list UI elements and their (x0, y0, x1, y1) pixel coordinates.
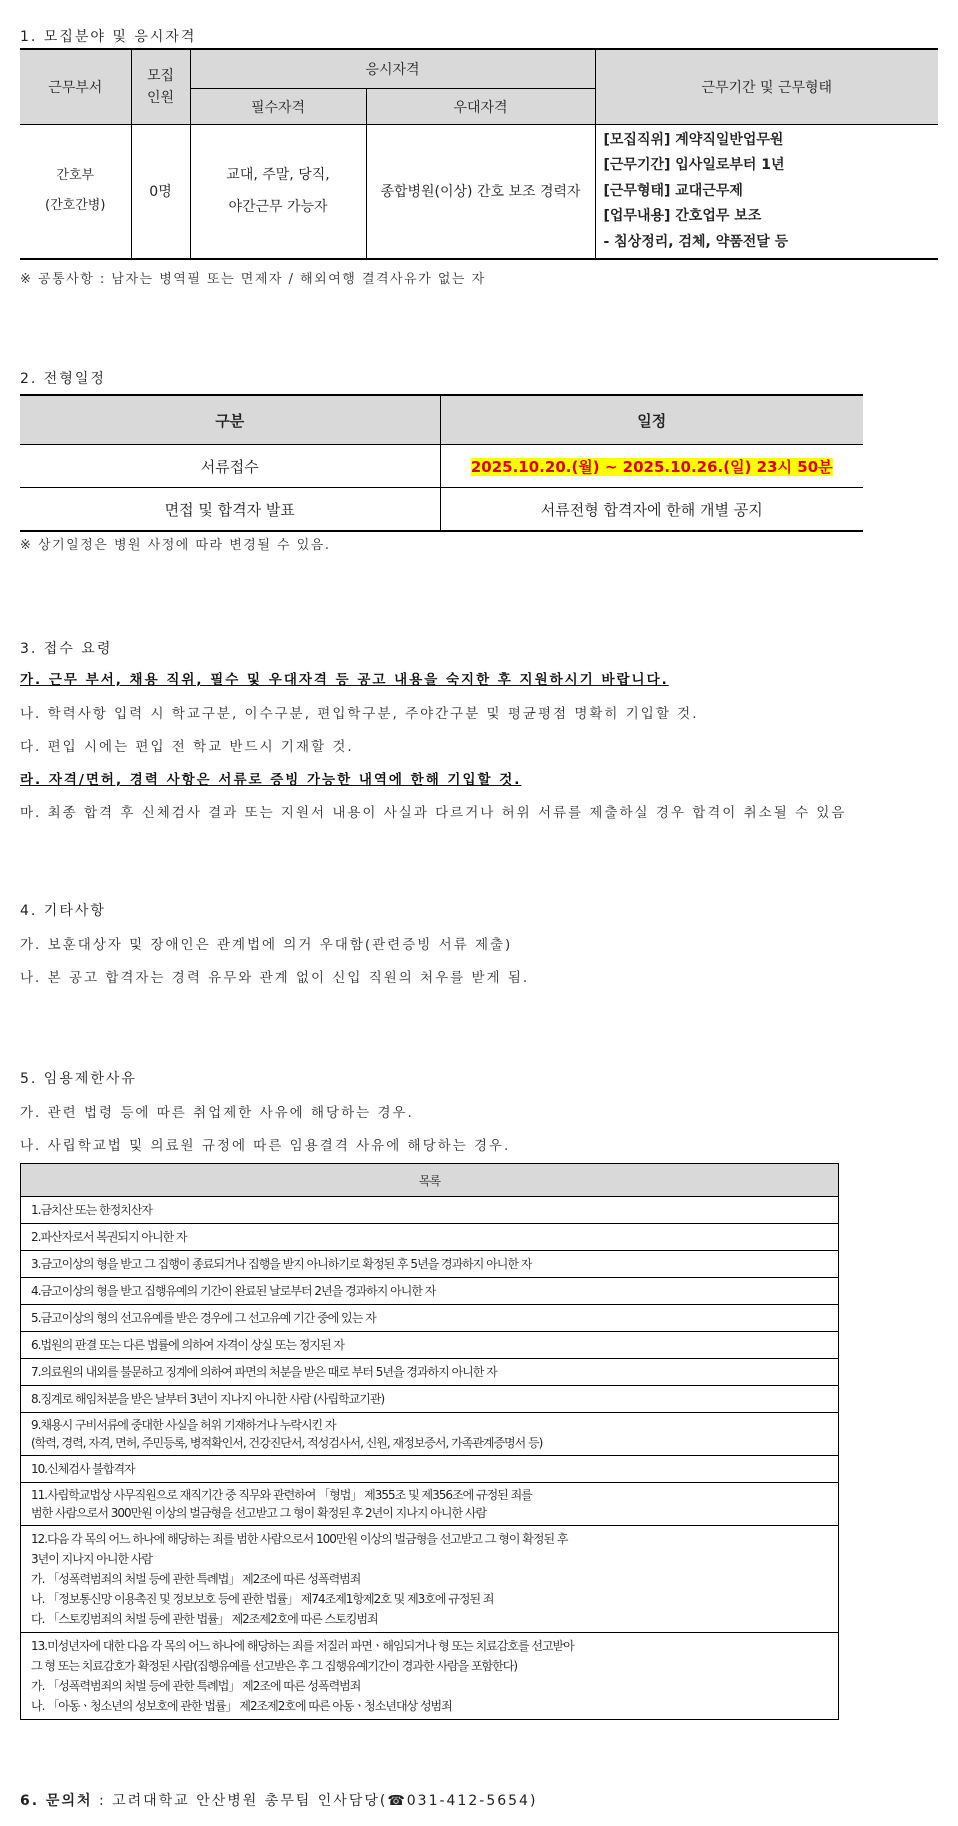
schedule-table (20, 394, 863, 532)
schedule-value (440, 445, 863, 488)
header-dept: 근무부서 (20, 49, 131, 125)
contact-info: : 고려대학교 안산병원 총무팀 인사담당(☎031-412-5654) (92, 1793, 538, 1809)
restriction-item: 가. 관련 법령 등에 따른 취업제한 사유에 해당하는 경우. (20, 1105, 414, 1121)
header-count: 모집 인원 (131, 49, 190, 125)
header-qualification: 응시자격 (190, 49, 595, 89)
section-2-note: ※ 상기일정은 병원 사정에 따라 변경될 수 있음. (20, 538, 331, 553)
section-4-title: 4. 기타사항 (20, 903, 106, 919)
dept-line2: (간호간병) (45, 198, 106, 214)
duty-line: [모집직위] 계약직일반업무원 (603, 131, 784, 148)
duty-line: [근무형태] 교대근무제 (603, 182, 743, 199)
list-item: 5.금고이상의 형의 선고유예를 받은 경우에 그 선고유예 기간 중에 있는 자 (21, 1305, 839, 1332)
cell-required (190, 125, 366, 259)
guideline-item: 나. 학력사항 입력 시 학교구분, 이수구분, 편입학구분, 주야간구분 및 평균평점 명확히 기입할 것. (20, 706, 699, 722)
header-required: 필수자격 (190, 89, 366, 125)
schedule-category: 면접 및 합격자 발표 (20, 488, 440, 532)
other-item: 가. 보훈대상자 및 장애인은 관계법에 의거 우대함(관련증빙 서류 제출) (20, 937, 513, 953)
header-schedule: 일정 (440, 395, 863, 445)
section-5-title: 5. 임용제한사유 (20, 1071, 137, 1087)
section-6-title (20, 1790, 537, 1810)
section-1-title: 1. 모집분야 및 응시자격 (20, 29, 197, 45)
list-item: 7.의료원의 내외를 불문하고 징계에 의하여 파면의 처분을 받은 때로 부터 5년을 경과하지 아니한 자 (21, 1359, 839, 1386)
section-2-title: 2. 전형일정 (20, 371, 106, 387)
duty-line: [근무기간] 입사일로부터 1년 (603, 157, 785, 173)
list-item: 11.사립학교법상 사무직원으로 재직기간 중 직무와 관련하여 「형법」 제355조 및 제356조에 규정된 죄를 범한 사람으로서 300만원 이상의 벌금형을 선고받고 그 형이 확정된 후 2년이 지나지 아니한 사람 (21, 1483, 839, 1526)
req-line2: 야간근무 가능자 (228, 199, 328, 216)
list-item: 10.신체검사 불합격자 (21, 1456, 839, 1483)
list-item: 3.금고이상의 형을 받고 그 집행이 종료되거나 집행을 받지 아니하기로 확정된 후 5년을 경과하지 아니한 자 (21, 1251, 839, 1278)
guideline-item: 라. 자격/면허, 경력 사항은 서류로 증빙 가능한 내역에 한해 기입할 것. (20, 772, 522, 788)
list-header: 목록 (21, 1164, 839, 1197)
req-line1: 교대, 주말, 당직, (226, 167, 330, 184)
cell-duty (595, 125, 938, 259)
list-item: 1.금치산 또는 한정치산자 (21, 1197, 839, 1224)
schedule-category: 서류접수 (20, 445, 440, 488)
list-item: 9.채용시 구비서류에 중대한 사실을 허위 기재하거나 누락시킨 자 (학력, 경력, 자격, 면허, 주민등록, 병적확인서, 건강진단서, 적성검사서, 신원, 재정보증서, 가족관계증명서 등) (21, 1413, 839, 1456)
header-period: 근무기간 및 근무형태 (595, 49, 938, 125)
header-preferred: 우대자격 (366, 89, 595, 125)
cell-count: 0명 (131, 125, 190, 259)
guideline-item: 다. 편입 시에는 편입 전 학교 반드시 기재할 것. (20, 739, 354, 755)
restriction-item: 나. 사립학교법 및 의료원 규정에 따른 임용결격 사유에 해당하는 경우. (20, 1138, 511, 1154)
other-item: 나. 본 공고 합격자는 경력 유무와 관계 없이 신입 직원의 처우를 받게 됨. (20, 970, 530, 986)
cell-preferred: 종합병원(이상) 간호 보조 경력자 (366, 125, 595, 259)
guideline-item: 마. 최종 합격 후 신체검사 결과 또는 지원서 내용이 사실과 다르거나 허위 서류를 제출하실 경우 합격이 취소될 수 있음 (20, 805, 847, 821)
section-3-title: 3. 접수 요령 (20, 641, 113, 657)
schedule-value: 서류전형 합격자에 한해 개별 공지 (440, 488, 863, 532)
dept-line1: 간호부 (56, 168, 95, 184)
list-item: 13.미성년자에 대한 다음 각 목의 어느 하나에 해당하는 죄를 저질러 파면ㆍ해임되거나 형 또는 치료감호를 선고받아 그 형 또는 치료감호가 확정된 사람(집행유예를 선고받은 후 그 집행유예기간이 경과한 사람을 포함한다) 가. 「성폭력범죄의 처벌 등에 관한 특례법」 제2조에 따른 성폭력범죄 나. 「아동ㆍ청소년의 성보호에 관한 법률」 제2조제2호에 따른 아동ㆍ청소년대상 성범죄 (21, 1633, 839, 1720)
list-item: 6.법원의 판결 또는 다른 법률에 의하여 자격이 상실 또는 정지된 자 (21, 1332, 839, 1359)
duty-line: [업무내용] 간호업무 보조 (603, 208, 762, 224)
contact-label: 6. 문의처 (20, 1793, 93, 1809)
section-1-note: ※ 공통사항 : 남자는 병역필 또는 면제자 / 해외여행 결격사유가 없는 자 (20, 272, 486, 287)
list-item: 8.징계로 해임처분을 받은 날부터 3년이 지나지 아니한 사람 (사립학교기관) (21, 1386, 839, 1413)
disqualification-table (20, 1163, 839, 1720)
list-item: 2.파산자로서 복권되지 아니한 자 (21, 1224, 839, 1251)
recruitment-table (20, 48, 938, 260)
list-item: 12.다음 각 목의 어느 하나에 해당하는 죄를 범한 사람으로서 100만원 이상의 벌금형을 선고받고 그 형이 확정된 후 3년이 지나지 아니한 사람 가. 「성폭력범죄의 처벌 등에 관한 특례법」 제2조에 따른 성폭력범죄 나. 「정보통신망 이용촉진 및 정보보호 등에 관한 법률」 제74조제1항제2호 및 제3호에 규정된 죄 다. 「스토킹범죄의 처벌 등에 관한 법률」 제2조제2호에 따른 스토킹범죄 (21, 1526, 839, 1633)
header-category: 구분 (20, 395, 440, 445)
cell-dept (20, 125, 131, 259)
guideline-item: 가. 근무 부서, 채용 직위, 필수 및 우대자격 등 공고 내용을 숙지한 후 지원하시기 바랍니다. (20, 672, 669, 688)
highlighted-date: 2025.10.20.(월) ~ 2025.10.26.(일) 23시 50분 (470, 457, 833, 476)
duty-line: - 침상정리, 검체, 약품전달 등 (603, 233, 789, 250)
list-item: 4.금고이상의 형을 받고 집행유예의 기간이 완료된 날로부터 2년을 경과하지 아니한 자 (21, 1278, 839, 1305)
